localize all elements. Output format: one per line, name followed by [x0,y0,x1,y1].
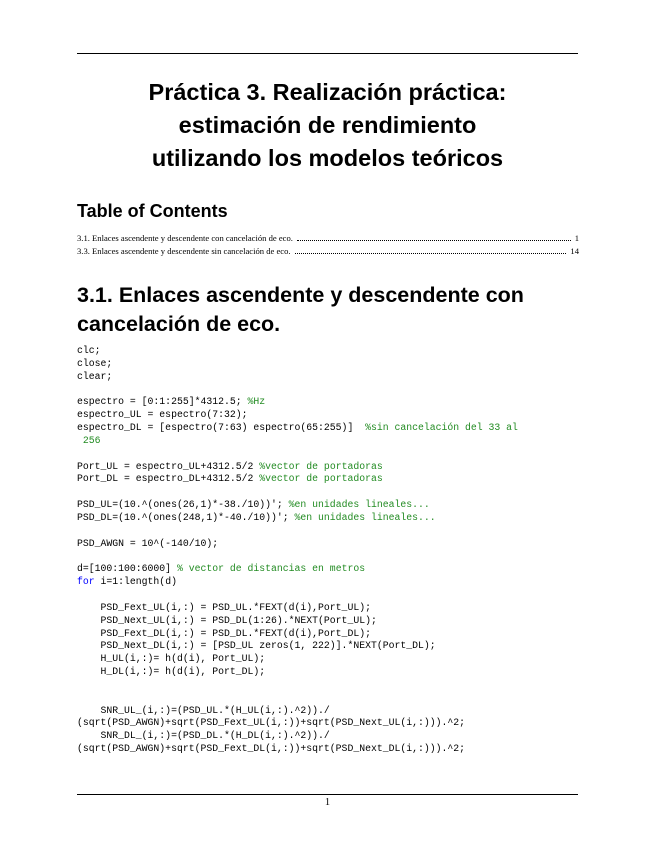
code-text: (sqrt(PSD_AWGN)+sqrt(PSD_Fext_UL(i,:))+sqrt(PSD_Next_UL(i,:))).^2; [77,717,466,729]
code-line [77,525,597,538]
code-line [77,666,597,679]
code-line [77,743,597,756]
title-line-1: Práctica 3. Realización práctica: [148,79,507,105]
code-comment: %en unidades lineales... [288,499,430,511]
code-comment: %Hz [247,396,266,408]
code-line [77,679,597,692]
code-line [77,371,597,384]
code-text: i=1:length(d) [94,576,177,588]
code-keyword: for [77,576,95,588]
code-line [77,345,597,358]
code-text: espectro = [0:1:255]*4312.5; [77,396,248,408]
code-line [77,448,597,461]
code-line [77,551,597,564]
title-line-3: utilizando los modelos teóricos [151,145,504,171]
code-line [77,384,597,397]
toc-entry[interactable] [77,245,579,257]
code-line [77,538,597,551]
code-line [77,486,597,499]
header-rule [77,53,578,54]
code-text: PSD_Next_DL(i,:) = [PSD_UL zeros(1, 222)].*NEXT(Port_DL); [77,640,436,652]
code-text: Port_DL = espectro_DL+4312.5/2 [77,473,260,485]
code-comment: %vector de portadoras [259,473,383,485]
code-line [77,628,597,641]
code-line [77,396,597,409]
code-comment: %en unidades lineales... [294,511,436,523]
code-line [77,576,597,589]
code-text: Port_UL = espectro_UL+4312.5/2 [77,460,260,472]
toc-entry-text[interactable]: 3.1. Enlaces ascendente y descendente con cancelación de eco. [77,233,293,243]
code-line [77,705,597,718]
code-comment: % vector de distancias en metros [176,563,366,575]
section-heading-line-1: 3.1. Enlaces ascendente y descendente con [77,283,524,307]
code-line [77,358,597,371]
code-comment: %vector de portadoras [259,460,383,472]
section-heading-line-2: cancelación de eco. [77,312,281,336]
code-text: clear; [77,370,113,382]
code-line [77,653,597,666]
code-text: PSD_Fext_DL(i,:) = PSD_DL.*FEXT(d(i),Port_DL); [77,627,371,639]
section-heading [77,281,597,339]
toc-entry[interactable] [77,232,579,244]
code-text: PSD_AWGN = 10^(-140/10); [77,537,219,549]
code-text: PSD_DL=(10.^(ones(248,1)*-40./10))'; [77,511,295,523]
toc-entry-page[interactable]: 1 [574,233,579,243]
code-text: (sqrt(PSD_AWGN)+sqrt(PSD_Fext_DL(i,:))+sqrt(PSD_Next_DL(i,:))).^2; [77,743,466,755]
document-title [77,76,578,175]
code-block [77,345,597,756]
code-line [77,717,597,730]
code-line [77,640,597,653]
title-line-2: estimación de rendimiento [178,112,477,138]
code-line [77,602,597,615]
code-line [77,473,597,486]
code-line [77,409,597,422]
code-line [77,512,597,525]
code-line [77,461,597,474]
code-line [77,692,597,705]
toc-leader-dots [295,253,567,254]
code-text: d=[100:100:6000] [77,563,177,575]
code-comment: 256 [77,434,101,446]
code-text: clc; [77,345,101,356]
code-line [77,499,597,512]
code-line [77,422,597,435]
toc-heading: Table of Contents [77,201,228,221]
code-text: SNR_UL_(i,:)=(PSD_UL.*(H_UL(i,:).^2))./ [77,704,330,716]
code-line [77,615,597,628]
page-number: 1 [324,797,331,808]
code-comment: %sin cancelación del 33 al [365,422,518,434]
toc-leader-dots [297,240,571,241]
code-text: H_DL(i,:)= h(d(i), Port_DL); [77,666,266,678]
toc-entry-page[interactable]: 14 [570,246,579,256]
code-text: PSD_Fext_UL(i,:) = PSD_UL.*FEXT(d(i),Port_UL); [77,601,371,613]
code-text: SNR_DL_(i,:)=(PSD_DL.*(H_DL(i,:).^2))./ [77,730,330,742]
code-text: PSD_UL=(10.^(ones(26,1)*-38./10))'; [77,499,289,511]
footer-rule [77,794,578,795]
code-text: H_UL(i,:)= h(d(i), Port_UL); [77,653,266,665]
code-line [77,563,597,576]
code-line [77,730,597,743]
code-text: close; [77,357,113,369]
code-text: espectro_UL = espectro(7:32); [77,409,248,421]
code-text: PSD_Next_UL(i,:) = PSD_DL(1:26).*NEXT(Port_UL); [77,614,377,626]
code-line [77,435,597,448]
toc-entry-text[interactable]: 3.3. Enlaces ascendente y descendente sin cancelación de eco. [77,246,291,256]
code-line [77,589,597,602]
code-text: espectro_DL = [espectro(7:63) espectro(65:255)] [77,422,366,434]
